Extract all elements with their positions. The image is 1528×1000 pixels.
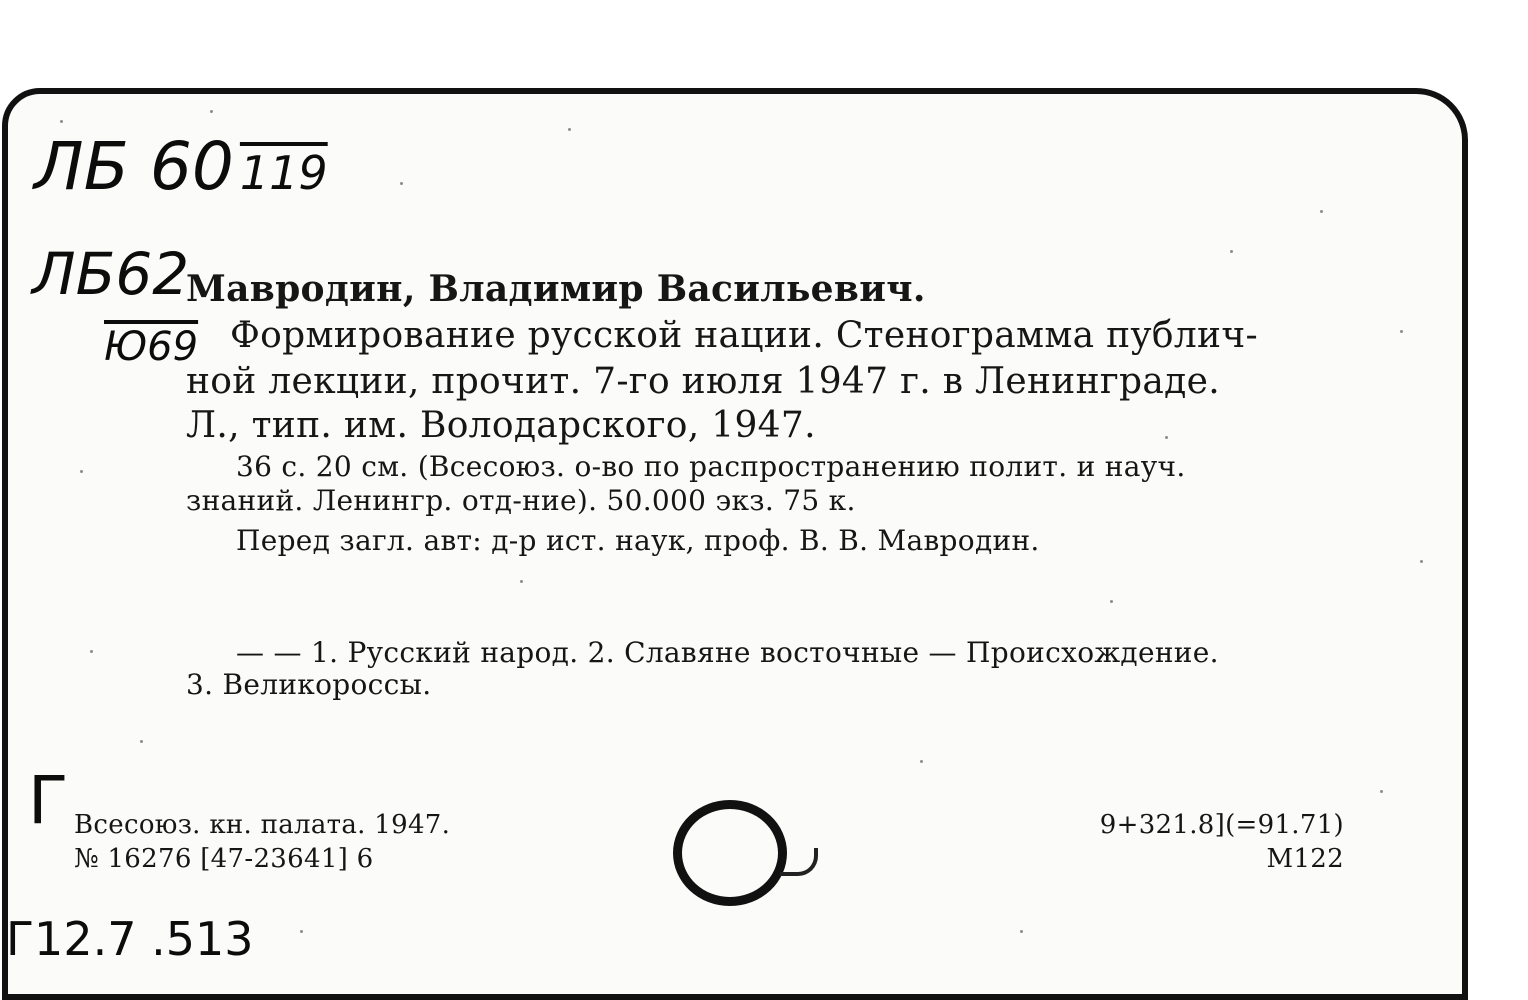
classification-line-1: 9+321.8](=91.71) xyxy=(1099,810,1344,840)
author-heading: Мавродин, Владимир Васильевич. xyxy=(186,268,926,310)
speck xyxy=(140,740,143,743)
speck xyxy=(210,110,213,113)
speck xyxy=(1020,930,1023,933)
subjects-line-1: — — 1. Русский народ. 2. Славяне восточные — Происхождение. xyxy=(236,636,1219,669)
speck xyxy=(1400,330,1403,333)
author-note: Перед загл. авт: д-р ист. наук, проф. В. В. Мавродин. xyxy=(236,524,1040,557)
book-chamber-line-1: Всесоюз. кн. палата. 1947. xyxy=(74,810,451,840)
speck xyxy=(1165,436,1168,439)
handwritten-top-code-main: ЛБ 60 xyxy=(34,128,234,205)
handwritten-shelf-subcode: Ю69 xyxy=(104,324,199,370)
subjects-line-2: 3. Великороссы. xyxy=(186,668,432,701)
speck xyxy=(80,470,83,473)
physical-description-line-2: знаний. Ленингр. отд-ние). 50.000 экз. 75 к. xyxy=(186,484,856,517)
speck xyxy=(1320,210,1323,213)
speck xyxy=(1380,790,1383,793)
speck xyxy=(920,760,923,763)
handwritten-top-code xyxy=(34,128,328,205)
speck xyxy=(300,930,303,933)
book-chamber-line-2: № 16276 [47-23641] 6 xyxy=(74,844,374,874)
title-line-3: Л., тип. им. Володарского, 1947. xyxy=(186,405,816,446)
physical-description-line-1: 36 с. 20 см. (Всесоюз. о-во по распространению полит. и науч. xyxy=(236,450,1186,483)
handwritten-bottom-code: Г12.7 .513 xyxy=(6,912,254,966)
speck xyxy=(1420,560,1423,563)
speck xyxy=(1230,250,1233,253)
punched-hole-circle xyxy=(673,800,787,906)
speck xyxy=(520,580,523,583)
title-line-1: Формирование русской нации. Стенограмма публич- xyxy=(230,315,1258,356)
handwritten-margin-mark: Г xyxy=(28,762,69,839)
handwritten-top-code-sub: 119 xyxy=(239,146,328,200)
speck xyxy=(90,650,93,653)
handwritten-shelf-code: ЛБ62 xyxy=(32,240,190,308)
speck xyxy=(1110,600,1113,603)
speck xyxy=(400,182,403,185)
speck xyxy=(568,128,571,131)
speck xyxy=(60,120,63,123)
title-line-2: ной лекции, прочит. 7-го июля 1947 г. в Ленинграде. xyxy=(186,361,1220,402)
classification-line-2: М122 xyxy=(1266,844,1344,874)
